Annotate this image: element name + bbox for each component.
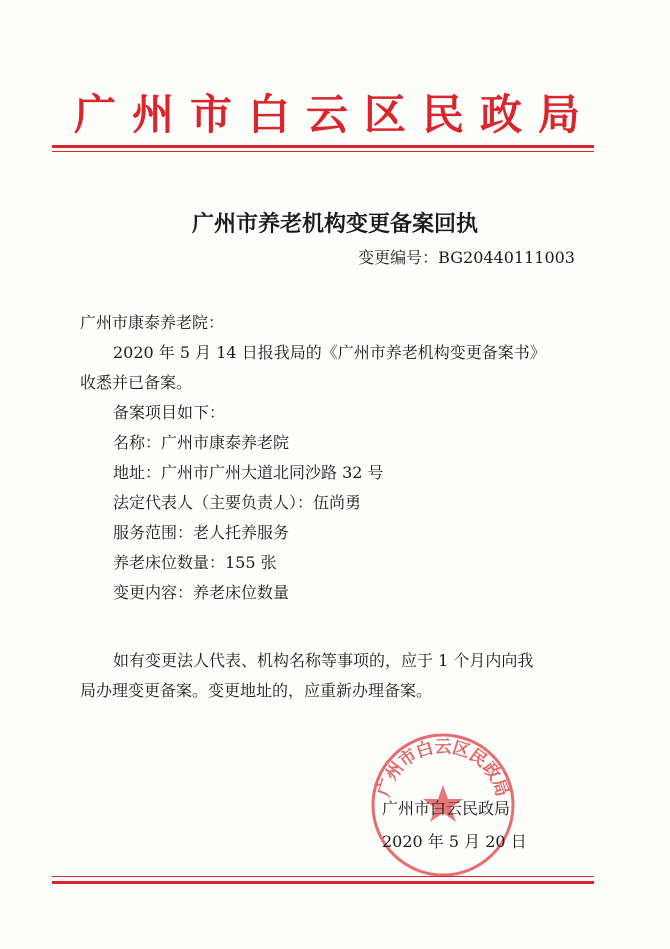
svg-text:广州市白云区民政局: 广州市白云区民政局 bbox=[374, 737, 512, 800]
notice-line-2: 局办理变更备案。变更地址的，应重新办理备案。 bbox=[80, 681, 433, 700]
items-heading: 备案项目如下： bbox=[113, 403, 226, 422]
letterhead-rule-thin bbox=[52, 151, 594, 152]
intro-line-2: 收悉并已备案。 bbox=[80, 373, 193, 392]
letterhead-rule-thick bbox=[52, 145, 594, 148]
item-legal-representative: 法定代表人（主要负责人）：伍尚勇 bbox=[113, 493, 362, 512]
document-number: 变更编号：BG20440111003 bbox=[358, 248, 575, 267]
item-change-content: 变更内容：养老床位数量 bbox=[113, 583, 290, 602]
item-name: 名称：广州市康泰养老院 bbox=[113, 433, 290, 452]
item-bed-count: 养老床位数量：155 张 bbox=[113, 553, 277, 572]
signature-date: 2020 年 5 月 20 日 bbox=[382, 832, 527, 851]
footer-rule-thin bbox=[52, 876, 594, 877]
item-address: 地址：广州市广州大道北同沙路 32 号 bbox=[113, 463, 384, 482]
addressee: 广州市康泰养老院： bbox=[80, 313, 225, 332]
intro-line-1: 2020 年 5 月 14 日报我局的《广州市养老机构变更备案书》 bbox=[113, 343, 546, 362]
document-title: 广州市养老机构变更备案回执 bbox=[191, 211, 478, 237]
notice-line-1: 如有变更法人代表、机构名称等事项的，应于 1 个月内向我 bbox=[113, 651, 534, 670]
footer-rule-thick bbox=[52, 881, 594, 884]
item-service-scope: 服务范围：老人托养服务 bbox=[113, 523, 290, 542]
signature-issuer: 广州市白云民政局 bbox=[382, 799, 511, 818]
letterhead-title: 广州市白云区民政局 bbox=[73, 90, 596, 139]
